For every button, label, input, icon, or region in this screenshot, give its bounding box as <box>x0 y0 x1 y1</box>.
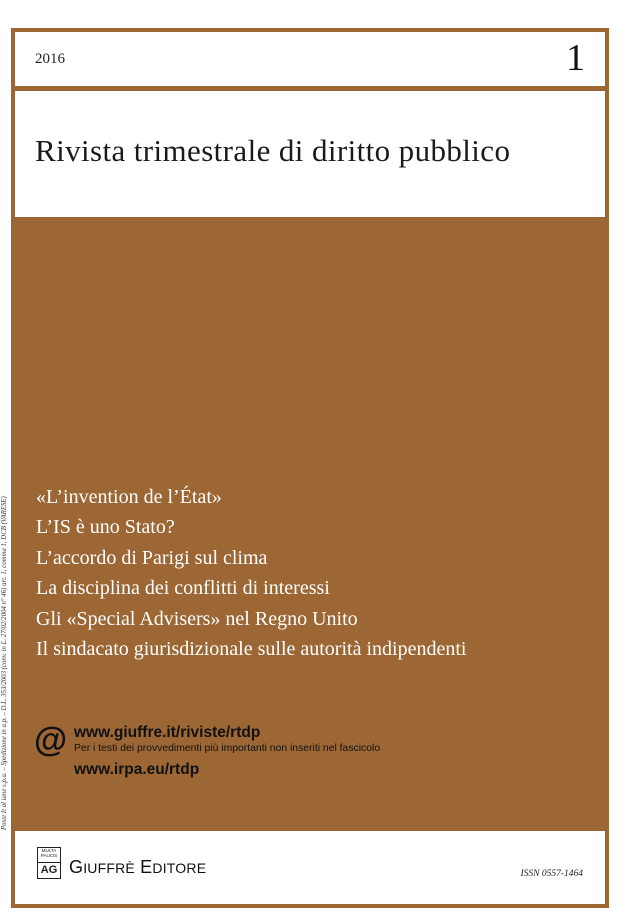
topic-item: L’accordo di Parigi sul clima <box>36 546 268 569</box>
topic-item: Gli «Special Advisers» nel Regno Unito <box>36 607 358 630</box>
spine-postal-text <box>0 430 10 830</box>
publisher-initial-g: G <box>69 857 84 877</box>
website-link-irpa[interactable]: www.irpa.eu/rtdp <box>74 761 200 778</box>
website-note: Per i testi dei provvedimenti più importanti non inseriti nel fascicolo <box>74 743 381 754</box>
publisher-logo <box>37 847 61 879</box>
title-band <box>15 91 605 217</box>
website-link-giuffre[interactable]: www.giuffre.it/riviste/rtdp <box>74 724 261 741</box>
publisher-rest-e: DITORE <box>152 860 207 876</box>
topic-item: L’IS è uno Stato? <box>36 516 175 539</box>
footer-band <box>15 831 605 904</box>
issue-number: 1 <box>566 37 585 79</box>
at-sign-icon: @ <box>34 721 68 759</box>
journal-title: Rivista trimestrale di diritto pubblico <box>35 133 511 168</box>
issn-number: ISSN 0557-1464 <box>520 869 583 879</box>
header-band <box>15 32 605 86</box>
publication-year: 2016 <box>35 51 65 67</box>
publisher-name <box>69 857 206 878</box>
topic-item: La disciplina dei conflitti di interessi <box>36 577 330 600</box>
publisher-initial-e: E <box>140 857 153 877</box>
logo-letters: AG <box>40 864 58 876</box>
publisher-rest-g: IUFFRÈ <box>83 860 135 876</box>
topic-list <box>36 482 466 664</box>
postal-notice: Poste It al iane s.p.a. – Spedizione in a.p. – D.L. 353/2003 (conv. in L. 27/02/2004 n° 46) art. 1, comma 1, DCB (VARESE) <box>1 496 8 830</box>
topic-item: Il sindacato giurisdizionale sulle autorità indipendenti <box>36 638 467 661</box>
logo-motto: MULTA PAUCIS <box>38 848 60 863</box>
topic-item: «L’invention de l’État» <box>36 486 222 508</box>
